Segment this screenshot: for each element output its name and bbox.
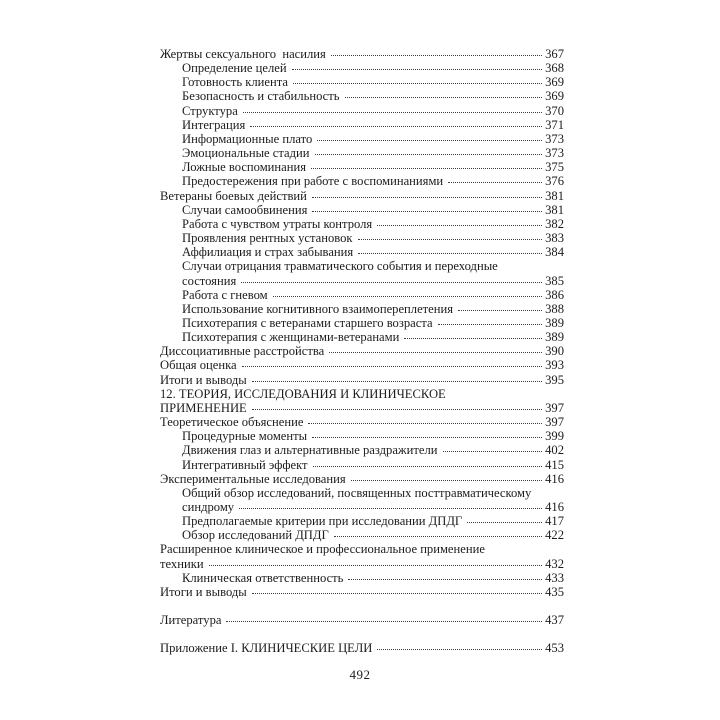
toc-entry-title: Итоги и выводы [160, 372, 247, 387]
toc-leader-dots [329, 352, 542, 353]
toc-entry [160, 500, 564, 514]
toc-entry [160, 231, 564, 245]
toc-entry-title: Аффилиация и страх забывания [182, 245, 354, 260]
toc-entry [160, 288, 564, 302]
toc-entry [160, 132, 564, 146]
toc-entry-title: состояния [182, 273, 237, 288]
toc-leader-dots [358, 239, 543, 240]
toc-entry [160, 387, 564, 401]
toc-page-number: 369 [545, 89, 564, 104]
toc-leader-dots [458, 310, 542, 311]
toc-page-number: 397 [545, 400, 564, 415]
toc-entry-title: Случаи отрицания травматического события и переходные [182, 259, 498, 274]
toc-entry [160, 160, 564, 174]
toc-entry-title: Работа с гневом [182, 287, 268, 302]
toc-leader-dots [311, 168, 542, 169]
toc-entry-title: Интегративный эффект [182, 457, 308, 472]
toc-leader-dots [348, 579, 542, 580]
toc-entry [160, 443, 564, 457]
toc-entry-title: Предостережения при работе с воспоминаниями [182, 174, 444, 189]
toc-entry [160, 302, 564, 316]
toc-entry-title: ПРИМЕНЕНИЕ [160, 400, 247, 415]
toc-page-number: 417 [545, 514, 564, 529]
toc-entry-title: Случаи самообвинения [182, 202, 308, 217]
toc-page-number: 381 [545, 202, 564, 217]
toc-leader-dots [312, 437, 542, 438]
toc-entry-title: Расширенное клиническое и профессиональное применение [160, 542, 485, 557]
toc-leader-dots [467, 522, 542, 523]
toc-entry-title: Безопасность и стабильность [182, 89, 340, 104]
toc-leader-dots [241, 282, 542, 283]
toc-entry-title: Информационные плато [182, 131, 313, 146]
toc-entry [160, 486, 564, 500]
toc-page-number: 371 [545, 117, 564, 132]
toc-leader-dots [252, 593, 542, 594]
toc-entry [160, 557, 564, 571]
toc-entry [160, 514, 564, 528]
toc-page-number: 368 [545, 61, 564, 76]
toc-leader-dots [239, 508, 542, 509]
toc-page-number: 384 [545, 245, 564, 260]
toc-leader-dots [331, 55, 542, 56]
toc-entry [160, 415, 564, 429]
toc-entry [160, 344, 564, 358]
toc-page-number: 435 [545, 584, 564, 599]
toc-entry-title: Диссоциативные расстройства [160, 344, 325, 359]
toc-entry [160, 358, 564, 372]
toc-entry [160, 472, 564, 486]
toc-entry-title: Клиническая ответственность [182, 570, 344, 585]
toc-entry-title: Готовность клиента [182, 75, 288, 90]
toc-page-number: 402 [545, 443, 564, 458]
toc-leader-dots [377, 225, 542, 226]
toc-entry-title: Общая оценка [160, 358, 237, 373]
toc-page-number: 397 [545, 415, 564, 430]
toc-entry-title: Использование когнитивного взаимопереплетения [182, 301, 454, 316]
toc-page-number: 390 [545, 344, 564, 359]
toc-page-number: 370 [545, 103, 564, 118]
toc-entry-title: Ложные воспоминания [182, 160, 307, 175]
toc-entry [160, 429, 564, 443]
toc-leader-dots [226, 621, 542, 622]
toc-page-number: 383 [545, 231, 564, 246]
toc-entry-title: синдрому [182, 500, 235, 514]
toc-entry [160, 104, 564, 118]
toc-entry [160, 542, 564, 556]
toc-leader-dots [313, 466, 543, 467]
toc-entry [160, 373, 564, 387]
toc-leader-dots [438, 324, 543, 325]
toc-page-number: 432 [545, 556, 564, 571]
toc-page-number: 416 [545, 471, 564, 486]
toc-entry [160, 245, 564, 259]
toc-leader-dots [293, 83, 542, 84]
toc-leader-dots [242, 366, 542, 367]
toc-entry [160, 146, 564, 160]
toc-page-number: 453 [545, 641, 564, 656]
toc-entry-title: Работа с чувством утраты контроля [182, 216, 373, 231]
toc-leader-dots [209, 565, 543, 566]
toc-page-number: 388 [545, 301, 564, 316]
toc-page-number: 416 [545, 500, 564, 514]
toc-leader-dots [351, 480, 542, 481]
toc-page-number: 389 [545, 315, 564, 330]
toc-entry [160, 217, 564, 231]
toc-leader-dots [448, 182, 542, 183]
toc-entry [160, 89, 564, 103]
toc-leader-dots [250, 126, 542, 127]
toc-entry-title: Процедурные моменты [182, 429, 308, 444]
toc-page-number: 369 [545, 75, 564, 90]
toc-entry [160, 203, 564, 217]
toc-entry-title: Жертвы сексуального насилия [160, 47, 326, 61]
toc-entry-title: Структура [182, 103, 238, 118]
toc-page-number: 393 [545, 358, 564, 373]
toc-leader-dots [404, 338, 542, 339]
toc-entry [160, 571, 564, 585]
toc-entry [160, 585, 564, 599]
toc-page-number: 389 [545, 330, 564, 345]
toc-entry-title: Определение целей [182, 61, 287, 76]
toc-entry-title: Психотерапия с женщинами-ветеранами [182, 330, 400, 345]
toc-page-number: 381 [545, 188, 564, 203]
toc-entry-title: техники [160, 556, 204, 571]
toc-leader-dots [377, 649, 542, 650]
toc-entry [160, 401, 564, 415]
toc-leader-dots [273, 296, 542, 297]
page-number-footer: 492 [349, 667, 371, 682]
toc-entry-title: 12. ТЕОРИЯ, ИССЛЕДОВАНИЯ И КЛИНИЧЕСКОЕ [160, 386, 446, 401]
toc-page-number: 399 [545, 429, 564, 444]
toc-entry [160, 528, 564, 542]
toc-page-number: 376 [545, 174, 564, 189]
toc-entry [160, 61, 564, 75]
table-of-contents [160, 47, 564, 655]
toc-entry [160, 274, 564, 288]
toc-entry-title: Эмоциональные стадии [182, 146, 310, 161]
toc-entry [160, 47, 564, 61]
toc-page-number: 422 [545, 528, 564, 543]
toc-leader-dots [358, 253, 542, 254]
toc-page-number: 382 [545, 216, 564, 231]
toc-page-number: 395 [545, 372, 564, 387]
toc-page-number: 367 [545, 47, 564, 61]
toc-entry [160, 118, 564, 132]
toc-entry [160, 174, 564, 188]
toc-leader-dots [243, 112, 542, 113]
toc-leader-dots [312, 197, 542, 198]
toc-entry [160, 259, 564, 273]
toc-entry-title: Психотерапия с ветеранами старшего возраста [182, 315, 433, 330]
toc-entry-title: Предполагаемые критерии при исследовании ДПДГ [182, 514, 463, 529]
toc-entry-title: Теоретическое объяснение [160, 415, 304, 430]
toc-entry-title: Интеграция [182, 117, 246, 132]
toc-entry-title: Приложение I. КЛИНИЧЕСКИЕ ЦЕЛИ [160, 641, 373, 656]
toc-entry-title: Экспериментальные исследования [160, 471, 346, 486]
toc-page-number: 375 [545, 160, 564, 175]
toc-entry [160, 316, 564, 330]
toc-page-number: 386 [545, 287, 564, 302]
toc-entry-title: Ветераны боевых действий [160, 188, 307, 203]
toc-entry [160, 458, 564, 472]
toc-page-number: 373 [545, 146, 564, 161]
toc-page-number: 415 [545, 457, 564, 472]
toc-entry [160, 189, 564, 203]
toc-leader-dots [252, 409, 542, 410]
toc-page-number: 433 [545, 570, 564, 585]
toc-page-number: 437 [545, 613, 564, 628]
toc-entry [160, 75, 564, 89]
toc-leader-dots [252, 381, 542, 382]
toc-leader-dots [317, 140, 542, 141]
toc-leader-dots [315, 154, 543, 155]
toc-leader-dots [308, 423, 542, 424]
toc-page-number: 385 [545, 273, 564, 288]
toc-entry-title: Общий обзор исследований, посвященных посттравматическому [182, 485, 532, 500]
toc-entry-title: Итоги и выводы [160, 584, 247, 599]
toc-leader-dots [292, 69, 543, 70]
toc-entry [160, 641, 564, 655]
toc-entry-title: Обзор исследований ДПДГ [182, 528, 329, 543]
toc-leader-dots [334, 536, 542, 537]
toc-entry [160, 613, 564, 627]
toc-entry [160, 330, 564, 344]
toc-page-number: 373 [545, 131, 564, 146]
toc-entry-title: Движения глаз и альтернативные раздражители [182, 443, 438, 458]
toc-entry-title: Проявления рентных установок [182, 231, 353, 246]
toc-leader-dots [312, 211, 542, 212]
toc-leader-dots [345, 97, 543, 98]
toc-leader-dots [443, 451, 543, 452]
toc-entry-title: Литература [160, 613, 222, 628]
